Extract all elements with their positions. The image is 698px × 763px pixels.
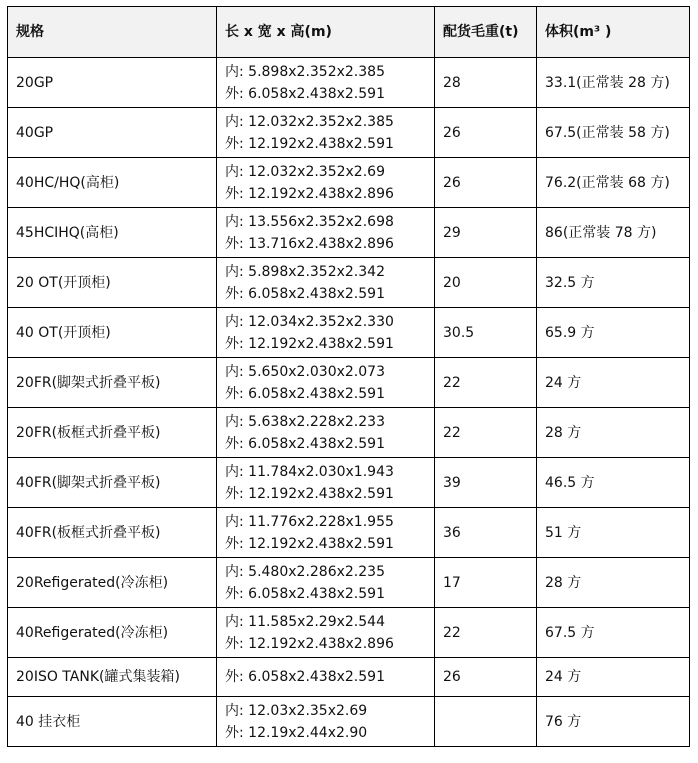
cell-weight: 22 [435, 408, 537, 458]
inner-dimensions: 内: 5.898x2.352x2.385 [225, 63, 385, 80]
outer-dimensions: 外: 12.192x2.438x2.896 [225, 635, 394, 652]
outer-dimensions: 外: 12.192x2.438x2.896 [225, 185, 394, 202]
cell-dimensions [217, 108, 435, 158]
cell-spec: 40FR(脚架式折叠平板) [8, 458, 217, 508]
cell-weight: 22 [435, 358, 537, 408]
inner-dimensions: 内: 12.034x2.352x2.330 [225, 313, 394, 330]
table-row [8, 458, 690, 508]
cell-spec: 20FR(板框式折叠平板) [8, 408, 217, 458]
cell-spec: 40 挂衣柜 [8, 697, 217, 747]
cell-spec: 45HCIHQ(高柜) [8, 208, 217, 258]
cell-dimensions [217, 458, 435, 508]
container-spec-table [7, 6, 690, 747]
header-dimensions: 长 x 宽 x 高(m) [217, 7, 435, 58]
table-row [8, 608, 690, 658]
cell-volume: 28 方 [537, 408, 690, 458]
inner-dimensions: 内: 12.032x2.352x2.385 [225, 113, 394, 130]
cell-dimensions [217, 258, 435, 308]
cell-weight: 26 [435, 658, 537, 697]
cell-volume: 67.5(正常装 58 方) [537, 108, 690, 158]
cell-spec: 40FR(板框式折叠平板) [8, 508, 217, 558]
inner-dimensions: 内: 11.585x2.29x2.544 [225, 613, 385, 630]
outer-dimensions: 外: 6.058x2.438x2.591 [225, 669, 385, 685]
table-row [8, 358, 690, 408]
cell-volume: 76.2(正常装 68 方) [537, 158, 690, 208]
cell-volume: 86(正常装 78 方) [537, 208, 690, 258]
outer-dimensions: 外: 6.058x2.438x2.591 [225, 85, 385, 102]
table-row [8, 697, 690, 747]
cell-weight: 39 [435, 458, 537, 508]
header-spec: 规格 [8, 7, 217, 58]
table-row [8, 408, 690, 458]
cell-dimensions [217, 358, 435, 408]
table-header-row [8, 7, 690, 58]
cell-weight [435, 697, 537, 747]
cell-volume: 51 方 [537, 508, 690, 558]
cell-spec: 20Refigerated(冷冻柜) [8, 558, 217, 608]
inner-dimensions: 内: 11.784x2.030x1.943 [225, 463, 394, 480]
table-row [8, 108, 690, 158]
outer-dimensions: 外: 12.19x2.44x2.90 [225, 724, 368, 741]
inner-dimensions: 内: 5.480x2.286x2.235 [225, 563, 385, 580]
cell-dimensions [217, 508, 435, 558]
inner-dimensions: 内: 11.776x2.228x1.955 [225, 513, 394, 530]
cell-spec: 40Refigerated(冷冻柜) [8, 608, 217, 658]
header-weight: 配货毛重(t) [435, 7, 537, 58]
table-row [8, 208, 690, 258]
table-body [8, 58, 690, 747]
table-row [8, 158, 690, 208]
table-row [8, 558, 690, 608]
cell-dimensions [217, 658, 435, 697]
cell-weight: 26 [435, 108, 537, 158]
outer-dimensions: 外: 13.716x2.438x2.896 [225, 235, 394, 252]
cell-volume: 33.1(正常装 28 方) [537, 58, 690, 108]
outer-dimensions: 外: 6.058x2.438x2.591 [225, 435, 385, 452]
cell-dimensions [217, 697, 435, 747]
cell-volume: 24 方 [537, 658, 690, 697]
table-row [8, 658, 690, 697]
cell-weight: 30.5 [435, 308, 537, 358]
outer-dimensions: 外: 6.058x2.438x2.591 [225, 585, 385, 602]
header-volume: 体积(m³ ) [537, 7, 690, 58]
outer-dimensions: 外: 6.058x2.438x2.591 [225, 385, 385, 402]
cell-spec: 20ISO TANK(罐式集装箱) [8, 658, 217, 697]
cell-weight: 20 [435, 258, 537, 308]
outer-dimensions: 外: 12.192x2.438x2.591 [225, 485, 394, 502]
cell-volume: 24 方 [537, 358, 690, 408]
spec-table-container [7, 6, 690, 747]
cell-weight: 36 [435, 508, 537, 558]
cell-spec: 40GP [8, 108, 217, 158]
cell-weight: 22 [435, 608, 537, 658]
cell-weight: 29 [435, 208, 537, 258]
inner-dimensions: 内: 13.556x2.352x2.698 [225, 213, 394, 230]
cell-volume: 46.5 方 [537, 458, 690, 508]
cell-weight: 26 [435, 158, 537, 208]
cell-dimensions [217, 608, 435, 658]
cell-spec: 20 OT(开顶柜) [8, 258, 217, 308]
cell-dimensions [217, 158, 435, 208]
cell-weight: 28 [435, 58, 537, 108]
table-row [8, 258, 690, 308]
cell-volume: 32.5 方 [537, 258, 690, 308]
cell-volume: 76 方 [537, 697, 690, 747]
cell-dimensions [217, 408, 435, 458]
inner-dimensions: 内: 12.03x2.35x2.69 [225, 702, 368, 719]
outer-dimensions: 外: 12.192x2.438x2.591 [225, 535, 394, 552]
inner-dimensions: 内: 5.638x2.228x2.233 [225, 413, 385, 430]
outer-dimensions: 外: 12.192x2.438x2.591 [225, 335, 394, 352]
table-row [8, 308, 690, 358]
cell-spec: 40HC/HQ(高柜) [8, 158, 217, 208]
table-row [8, 508, 690, 558]
outer-dimensions: 外: 12.192x2.438x2.591 [225, 135, 394, 152]
cell-dimensions [217, 58, 435, 108]
cell-spec: 20FR(脚架式折叠平板) [8, 358, 217, 408]
inner-dimensions: 内: 5.898x2.352x2.342 [225, 263, 385, 280]
table-row [8, 58, 690, 108]
cell-spec: 20GP [8, 58, 217, 108]
cell-weight: 17 [435, 558, 537, 608]
outer-dimensions: 外: 6.058x2.438x2.591 [225, 285, 385, 302]
cell-spec: 40 OT(开顶柜) [8, 308, 217, 358]
inner-dimensions: 内: 12.032x2.352x2.69 [225, 163, 385, 180]
cell-dimensions [217, 208, 435, 258]
cell-volume: 67.5 方 [537, 608, 690, 658]
cell-volume: 28 方 [537, 558, 690, 608]
cell-dimensions [217, 558, 435, 608]
inner-dimensions: 内: 5.650x2.030x2.073 [225, 363, 385, 380]
cell-dimensions [217, 308, 435, 358]
cell-volume: 65.9 方 [537, 308, 690, 358]
